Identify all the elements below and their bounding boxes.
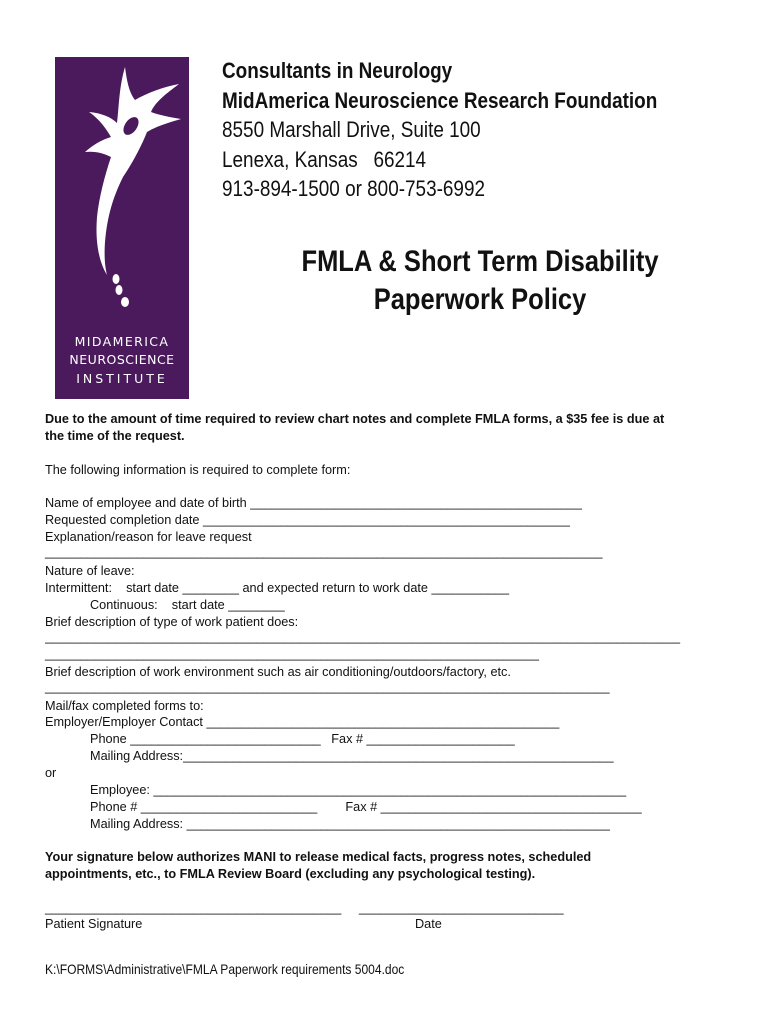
mail-fax-label: Mail/fax completed forms to:: [45, 699, 204, 713]
continuous-field: Continuous: start date ________: [90, 598, 285, 612]
authorization-line-2: appointments, etc., to FMLA Review Board (excluding any psychological testing).: [45, 867, 536, 881]
required-info: The following information is required to complete form:: [45, 463, 351, 477]
environment-label: Brief description of work environment such as air conditioning/outdoors/factory, etc.: [45, 665, 511, 679]
completion-date-field: Requested completion date ____________________________________________________: [45, 513, 570, 527]
intermittent-field: Intermittent: start date ________ and expected return to work date ___________: [45, 581, 510, 595]
explanation-label: Explanation/reason for leave request: [45, 530, 252, 544]
or-label: or: [45, 766, 57, 780]
employee-mailing-field: Mailing Address: ____________________________________________________________: [90, 817, 610, 831]
address-line-2: Lenexa, Kansas 66214: [222, 146, 427, 172]
logo-text-institute: INSTITUTE: [76, 371, 168, 386]
employer-phone-fax-field: Phone ___________________________ Fax # _____________________: [90, 732, 515, 746]
org-name-1: Consultants in Neurology: [222, 58, 453, 83]
logo-text-neuroscience: NEUROSCIENCE: [69, 352, 175, 367]
org-name-2: MidAmerica Neuroscience Research Foundation: [222, 87, 658, 113]
name-dob-field: Name of employee and date of birth _______________________________________________: [45, 496, 582, 510]
authorization-line-1: Your signature below authorizes MANI to release medical facts, progress notes, scheduled: [45, 850, 592, 864]
letterhead: [222, 56, 728, 204]
work-description-label: Brief description of type of work patient does:: [45, 615, 299, 629]
explanation-line: _______________________________________________________________________________: [45, 545, 603, 559]
fee-notice-line-1: Due to the amount of time required to review chart notes and complete FMLA forms, a $35 fee is due at: [45, 412, 665, 426]
environment-line: ________________________________________________________________________________: [45, 680, 610, 694]
title-line-1: FMLA & Short Term Disability: [301, 245, 659, 278]
employer-contact-field: Employer/Employer Contact __________________________________________________: [45, 715, 560, 729]
employee-phone-fax-field: Phone # _________________________ Fax # _____________________________________: [90, 800, 642, 814]
address-line-1: 8550 Marshall Drive, Suite 100: [222, 117, 481, 142]
employee-field: Employee: ___________________________________________________________________: [90, 783, 627, 797]
logo-text-midamerica: MIDAMERICA: [74, 334, 170, 349]
title-line-2: Paperwork Policy: [373, 283, 587, 316]
employer-mailing-field: Mailing Address:_____________________________________________________________: [90, 749, 614, 763]
patient-signature-label: Patient Signature: [45, 917, 143, 931]
nature-label: Nature of leave:: [45, 564, 135, 578]
fee-notice-line-2: the time of the request.: [45, 429, 185, 443]
phone-numbers: 913-894-1500 or 800-753-6992: [222, 176, 485, 201]
work-description-line-2: ______________________________________________________________________: [45, 647, 539, 661]
date-label: Date: [415, 917, 442, 931]
page-title: [250, 243, 710, 319]
file-path-footer: K:\FORMS\Administrative\FMLA Paperwork requirements 5004.doc: [45, 961, 405, 977]
signature-lines: __________________________________________ _____________________________: [45, 901, 564, 915]
work-description-line-1: __________________________________________________________________________________________: [45, 630, 681, 644]
midamerica-logo: [55, 57, 189, 399]
